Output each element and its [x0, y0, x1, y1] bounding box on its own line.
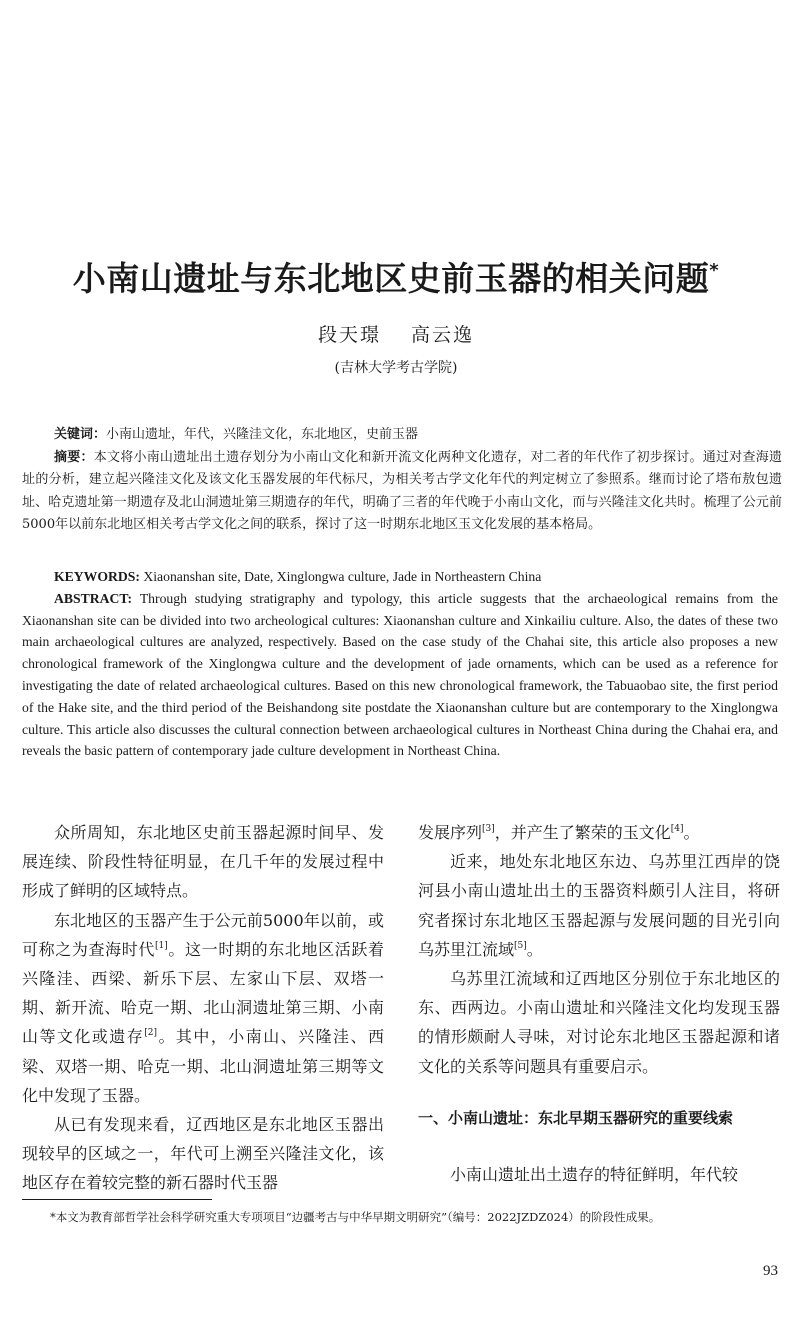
- keywords-en-text: Xiaonanshan site, Date, Xinglongwa culture, Jade in Northeastern China: [143, 569, 542, 584]
- page-number: 93: [763, 1263, 778, 1279]
- citation-ref: [5]: [514, 940, 527, 951]
- text-run: ，并产生了繁荣的玉文化: [494, 823, 671, 842]
- body-paragraph: 从已有发现来看，辽西地区是东北地区玉器出现较早的区域之一，年代可上溯至兴隆洼文化，该地区存在着较完整的新石器时代玉器: [22, 1115, 384, 1193]
- keywords-cn-text: 小南山遗址，年代，兴隆洼文化，东北地区，史前玉器: [106, 427, 419, 442]
- text-run: 东北地区的玉器产生于公元前5000年以前，或可称之为查海时代: [22, 910, 384, 959]
- keywords-cn-label: 关键词：: [54, 427, 107, 442]
- body-paragraph: [418, 847, 780, 964]
- text-run: 。其中，小南山、兴隆洼、西梁、双塔一期、哈克一期、北山洞遗址第三期等文化中发现了玉器。: [22, 1027, 384, 1105]
- text-run: 。: [683, 823, 700, 842]
- abstract-chinese: [22, 424, 782, 537]
- abstract-cn-text: 本文将小南山遗址出土遗存划分为小南山文化和新开流文化两种文化遗存，对二者的年代作了初步探讨。通过对查海遗址的分析，建立起兴隆洼文化及该文化玉器发展的年代标尺，为相关考古学文化年代的判定树立了参照系。继而讨论了塔布敖包遗址、哈克遗址第一期遗存及北山洞遗址第三期遗存的年代，明确了三者的年代晚于小南山文化，而与兴隆洼文化共时。梳理了公元前5000年以前东北地区相关考古学文化之间的联系，探讨了这一时期东北地区玉文化发展的基本格局。: [22, 449, 782, 532]
- author-2: 高云逸: [411, 324, 475, 346]
- keywords-cn: [22, 424, 782, 447]
- citation-ref: [1]: [155, 940, 168, 951]
- affiliation: (吉林大学考古学院): [334, 360, 458, 376]
- abstract-cn-label: 摘要：: [54, 449, 94, 465]
- citation-ref: [2]: [144, 1028, 157, 1039]
- title-text: 小南山遗址与东北地区史前玉器的相关问题: [72, 259, 710, 299]
- citation-ref: [4]: [670, 824, 684, 834]
- text-run: 。这一时期的东北地区活跃着兴隆洼、西梁、新乐下层、左家山下层、双塔一期、新开流、哈克一期、北山洞遗址第三期、小南山等文化或遗存: [22, 939, 384, 1047]
- abstract-english: [22, 566, 778, 762]
- footnote: *本文为教育部哲学社会科学研究重大专项项目“边疆考古与中华早期文明研究”（编号：2022JZDZ024）的阶段性成果。: [50, 1210, 661, 1224]
- text-run: 发展序列: [418, 823, 483, 842]
- body-paragraph: [22, 906, 384, 1110]
- abstract-en-text: Through studying stratigraphy and typology, this article suggests that the archaeological remains from the Xiaonanshan site can be divided into two archeological cultures: Xiaonanshan culture and Xinkailiu culture. Also, the dates of these two main archaeological cultures are analyzed, respectively. Based on the case study of the Chahai site, this article also proposes a new chronological framework of the Xinglongwa culture and the development of jade ornaments, which can be used as a reference for investigating the date of related archaeological cultures. Based on this new chronological framework, the Tabuaobao site, the first period of the Hake site, and the third period of the Beishandong site postdate the Xiaonanshan culture but are contemporary to the Xinglongwa culture. This article also discusses the cultural connection between archaeological cultures in Northeast China during the Chahai era, and reveals the basic pattern of contemporary jade culture development in Northeast China.: [22, 590, 778, 759]
- body-column-left: [22, 818, 384, 1198]
- body-paragraph: 众所周知，东北地区史前玉器起源时间早、发展连续、阶段性特征明显，在几千年的发展过程中形成了鲜明的区域特点。: [22, 823, 384, 901]
- text-run: 。: [526, 939, 543, 959]
- title-footnote-mark: *: [709, 260, 720, 282]
- abstract-en-label: ABSTRACT:: [54, 590, 133, 606]
- body-column-right: [418, 818, 780, 1189]
- citation-ref: [3]: [482, 824, 495, 834]
- article-title: [0, 248, 792, 302]
- body-paragraph: 小南山遗址出土遗存的特征鲜明，年代较: [450, 1165, 739, 1185]
- section-heading: 一、小南山遗址：东北早期玉器研究的重要线索: [418, 1108, 734, 1127]
- abstract-en-paragraph: [22, 588, 778, 762]
- text-run: 近来，地处东北地区东边、乌苏里江西岸的饶河县小南山遗址出土的玉器资料颇引人注目，将研究者探讨东北地区玉器起源与发展问题的目光引向乌苏里江流域: [418, 852, 780, 959]
- footnote-divider: [22, 1199, 212, 1200]
- body-paragraph: 乌苏里江流域和辽西地区分别位于东北地区的东、西两边。小南山遗址和兴隆洼文化均发现玉器的情形颇耐人寻味，对讨论东北地区玉器起源和诸文化的关系等问题具有重要启示。: [418, 969, 780, 1076]
- abstract-cn-paragraph: [22, 447, 782, 537]
- body-paragraph-continued: [418, 818, 780, 847]
- author-1: 段天璟: [317, 324, 381, 346]
- authors: [0, 320, 792, 347]
- keywords-en: [22, 566, 778, 588]
- keywords-en-label: KEYWORDS:: [54, 569, 140, 584]
